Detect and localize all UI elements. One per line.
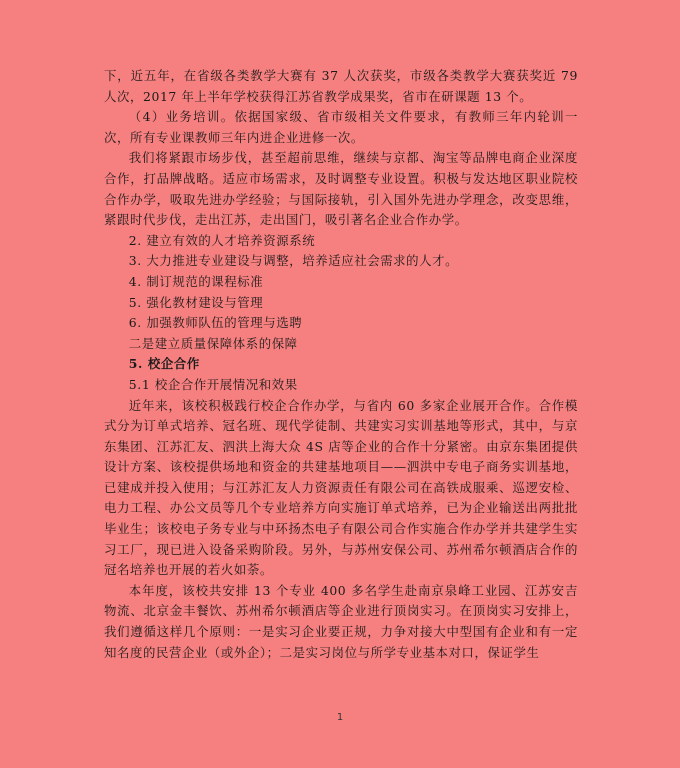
list-item: 2. 建立有效的人才培养资源系统 xyxy=(128,232,316,248)
list-item: 5.1 校企合作开展情况和效果 xyxy=(128,376,298,392)
paragraph: 本年度，该校共安排 13 个专业 400 多名学生赴南京泉峰工业园、江苏安吉物流、北京金丰餐饮、苏州希尔顿酒店等企业进行顶岗实习。在顶岗实习安排上，我们遵循这样几个原则：一是实习企业要正规，力争对接大中型国有企业和有一定知名度的民营企业（或外企）；二是实习岗位与所学专业基本对口，保证学生 xyxy=(104,582,578,660)
list-item: 二是建立质量保障体系的保障 xyxy=(128,335,298,351)
paragraph-continuation: 下，近五年，在省级各类教学大赛有 37 人次获奖，市级各类教学大赛获奖近 79 人次，2017 年上半年学校获得江苏省教学成果奖，省市在研课题 13 个。 xyxy=(104,68,578,104)
paragraph: （4）业务培训。依据国家级、省市级相关文件要求，有教师三年内轮训一次，所有专业课教师三年内进企业进修一次。 xyxy=(104,109,578,145)
page-number: 1 xyxy=(336,712,344,723)
list-item: 6. 加强教师队伍的管理与选聘 xyxy=(128,315,303,331)
list-item: 5. 强化教材建设与管理 xyxy=(128,294,264,310)
list-item: 4. 制订规范的课程标准 xyxy=(128,273,264,289)
document-body xyxy=(104,66,578,663)
section-heading: 5. 校企合作 xyxy=(128,356,200,372)
list-item: 3. 大力推进专业建设与调整，培养适应社会需求的人才。 xyxy=(128,253,459,269)
paragraph: 近年来，该校积极践行校企合作办学，与省内 60 多家企业展开合作。合作模式分为订单式培养、冠名班、现代学徒制、共建实习实训基地等形式，其中，与京东集团、江苏汇友、泗洪上海大众 4S 店等企业的合作十分紧密。由京东集团提供设计方案、该校提供场地和资金的共建基地项目——泗洪中专电子商务实训基地，已建成并投入使用；与江苏汇友人力资源责任有限公司在高铁成服乘、巡逻安检、电力工程、办公文员等几个专业培养方向实施订单式培养，已为企业输送出两批批毕业生；该校电子务专业与中环扬杰电子有限公司合作实施合作办学并共建学生实习工厂，现已进入设备采购阶段。另外，与苏州安保公司、苏州希尔顿酒店合作的冠名培养也开展的若火如荼。 xyxy=(104,397,578,578)
paragraph: 我们将紧跟市场步伐，甚至超前思维，继续与京都、淘宝等品牌电商企业深度合作，打品牌战略。适应市场需求，及时调整专业设置。积极与发达地区职业院校合作办学，吸取先进办学经验；与国际接轨，引入国外先进办学理念，改变思维，紧跟时代步伐，走出江苏，走出国门，吸引著名企业合作办学。 xyxy=(104,150,578,228)
